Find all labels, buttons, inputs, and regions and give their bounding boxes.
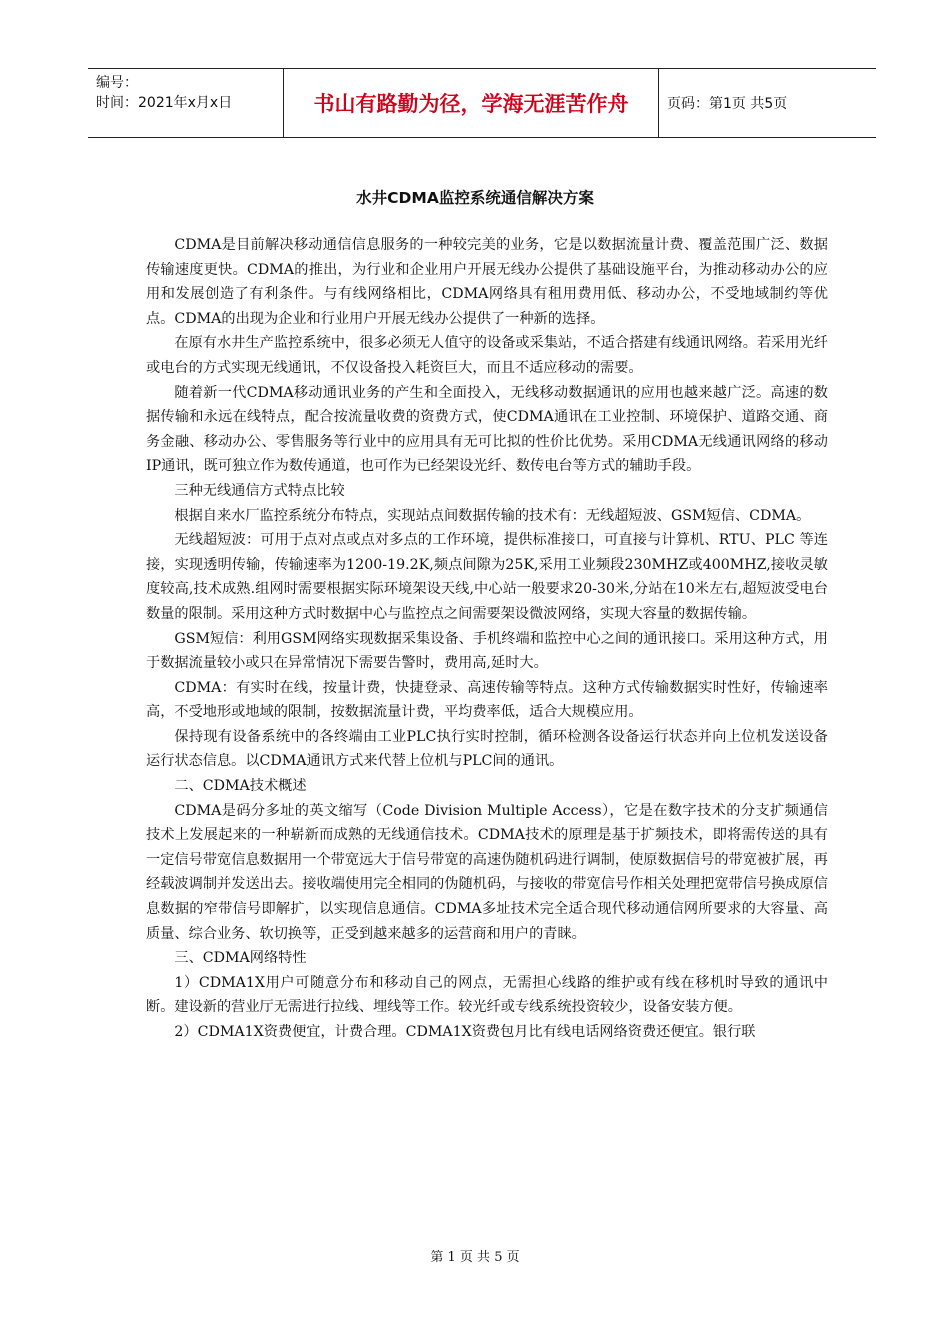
paragraph: 保持现有设备系统中的各终端由工业PLC执行实时控制，循环检测各设备运行状态并向上位机发送设备运行状态信息。以CDMA通讯方式来代替上位机与PLC间的通讯。 [146, 728, 828, 770]
document-time-label: 时间：2021年x月x日 [96, 95, 233, 111]
header-meta-cell [88, 69, 284, 137]
paragraph: CDMA是码分多址的英文缩写（Code Division Multiple Access），它是在数字技术的分支扩频通信技术上发展起来的一种崭新而成熟的无线通信技术。CDMA技术的原理是基于扩频技术，即将需传送的具有一定信号带宽信息数据用一个带宽远大于信号带宽的高速伪随机码进行调制，使原数据信号的带宽被扩展，再经载波调制并发送出去。接收端使用完全相同的伪随机码，与接收的带宽信号作相关处理把宽带信号换成原信息数据的窄带信号即解扩，以实现信息通信。CDMA多址技术完全适合现代移动通信网所要求的大容量、高质量、综合业务、软切换等，正受到越来越多的运营商和用户的青睐。 [146, 802, 828, 942]
paragraph: CDMA：有实时在线，按量计费，快捷登录、高速传输等特点。这种方式传输数据实时性好，传输速率高，不受地形或地域的限制，按数据流量计费，平均费率低，适合大规模应用。 [146, 679, 828, 721]
paragraph: 1）CDMA1X用户可随意分布和移动自己的网点，无需担心线路的维护或有线在移机时导致的通讯中断。建设新的营业厅无需进行拉线、埋线等工作。较光纤或专线系统投资较少，设备安装方便。 [146, 974, 828, 1016]
header-page-label: 页码：第1页 共5页 [667, 96, 788, 112]
section-heading: 二、CDMA技术概述 [174, 778, 307, 795]
document-body [146, 233, 828, 1045]
document-title: 水井CDMA监控系统通信解决方案 [356, 189, 594, 207]
paragraph: 随着新一代CDMA移动通讯业务的产生和全面投入，无线移动数据通讯的应用也越来越广泛。高速的数据传输和永远在线特点，配合按流量收费的资费方式，使CDMA通讯在工业控制、环境保护、道路交通、商务金融、移动办公、零售服务等行业中的应用具有无可比拟的性价比优势。采用CDMA无线通讯网络的移动IP通讯，既可独立作为数传通道，也可作为已经架设光纤、数传电台等方式的辅助手段。 [146, 384, 828, 475]
paragraph: CDMA是目前解决移动通信信息服务的一种较完美的业务，它是以数据流量计费、覆盖范围广泛、数据传输速度更快。CDMA的推出，为行业和企业用户开展无线办公提供了基础设施平台，为推动移动办公的应用和发展创造了有利条件。与有线网络相比，CDMA网络具有租用费用低、移动办公，不受地域制约等优点。CDMA的出现为企业和行业用户开展无线办公提供了一种新的选择。 [146, 237, 828, 327]
page-footer: 第 1 页 共 5 页 [430, 1250, 520, 1265]
paragraph: 2）CDMA1X资费便宜，计费合理。CDMA1X资费包月比有线电话网络资费还便宜。银行联 [174, 1024, 756, 1040]
document-header [88, 68, 876, 138]
paragraph: 在原有水井生产监控系统中，很多必须无人值守的设备或采集站，不适合搭建有线通讯网络。若采用光纤或电台的方式实现无线通讯，不仅设备投入耗资巨大，而且不适应移动的需要。 [146, 335, 828, 376]
paragraph: 无线超短波：可用于点对点或点对多点的工作环境，提供标准接口，可直接与计算机、RTU、PLC 等连接，实现透明传输，传输速率为1200-19.2K,频点间隙为25K,采用工业频段230MHZ或400MHZ,接收灵敏度较高,技术成熟.组网时需要根据实际环境架设天线,中心站一般要求20-30米,分站在10米左右,超短波受电台数量的限制。采用这种方式时数据中心与监控点之间需要架设微波网络，实现大容量的数据传输。 [146, 532, 828, 622]
document-number-label: 编号： [96, 75, 138, 91]
header-motto: 书山有路勤为径，学海无涯苦作舟 [284, 69, 659, 137]
section-heading: 三种无线通信方式特点比较 [174, 482, 345, 499]
paragraph: GSM短信：利用GSM网络实现数据采集设备、手机终端和监控中心之间的通讯接口。采用这种方式，用于数据流量较小或只在异常情况下需要告警时，费用高,延时大。 [146, 630, 828, 672]
section-heading: 三、CDMA网络特性 [174, 950, 307, 967]
paragraph: 根据自来水厂监控系统分布特点，实现站点间数据传输的技术有：无线超短波、GSM短信、CDMA。 [174, 507, 811, 524]
